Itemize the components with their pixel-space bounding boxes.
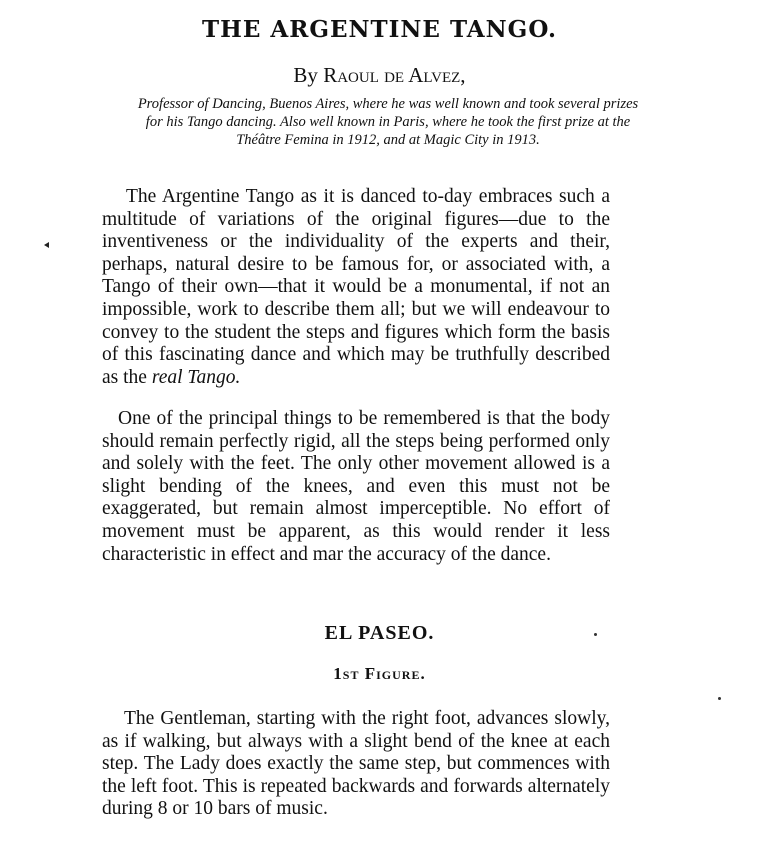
byline-prefix: By [293,63,318,87]
byline [0,63,759,88]
paragraph-figure-one: The Gentleman, starting with the right foot, advances slowly, as if walking, but always with a slight bend of the knee at each step. The Lady does exactly the same step, but commences with the left foot. This is repeated backwards and forwards alternately during 8 or 10 bars of music. [102,708,610,820]
paragraph-intro-italic: real Tango. [151,366,241,388]
paragraph-principles: One of the principal things to be remembered is that the body should remain perfectly rigid, all the steps being performed only and solely with the feet. The only other movement allowed is a slight bending of the knees, and even this must not be exaggerated, but remain almost imperceptible. No effort of movement must be apparent, as this would render it less characteristic in effect and mar the accuracy of the dance. [102,408,610,565]
author-credentials: Professor of Dancing, Buenos Aires, where he was well known and took several prizes for his Tango dancing. Also well known in Paris, where he took the first prize at the Théâtre Femina in 1912, and at Magic City in 1913. [137,96,639,148]
print-speck [594,633,597,636]
margin-mark [44,242,49,248]
paragraph-intro-text: The Argentine Tango as it is danced to-day embraces such a multitude of variations of the original figures—due to the inventiveness or the individuality of the experts and their, perhaps, natural desire to be famous for, or associated with, a Tango of their own—that it would be a monumental, if not an impossible, work to describe them all; but we will endeavour to convey to the student the steps and figures which form the basis of this fascinating dance and which may be truthfully described as the [102,186,610,388]
figure-heading: 1st Figure. [333,664,426,683]
author-name: Raoul de Alvez, [323,63,466,87]
section-heading: EL PASEO. [324,622,435,644]
print-speck [718,697,721,700]
article-title: THE ARGENTINE TANGO. [201,16,558,43]
paragraph-intro [102,186,610,389]
